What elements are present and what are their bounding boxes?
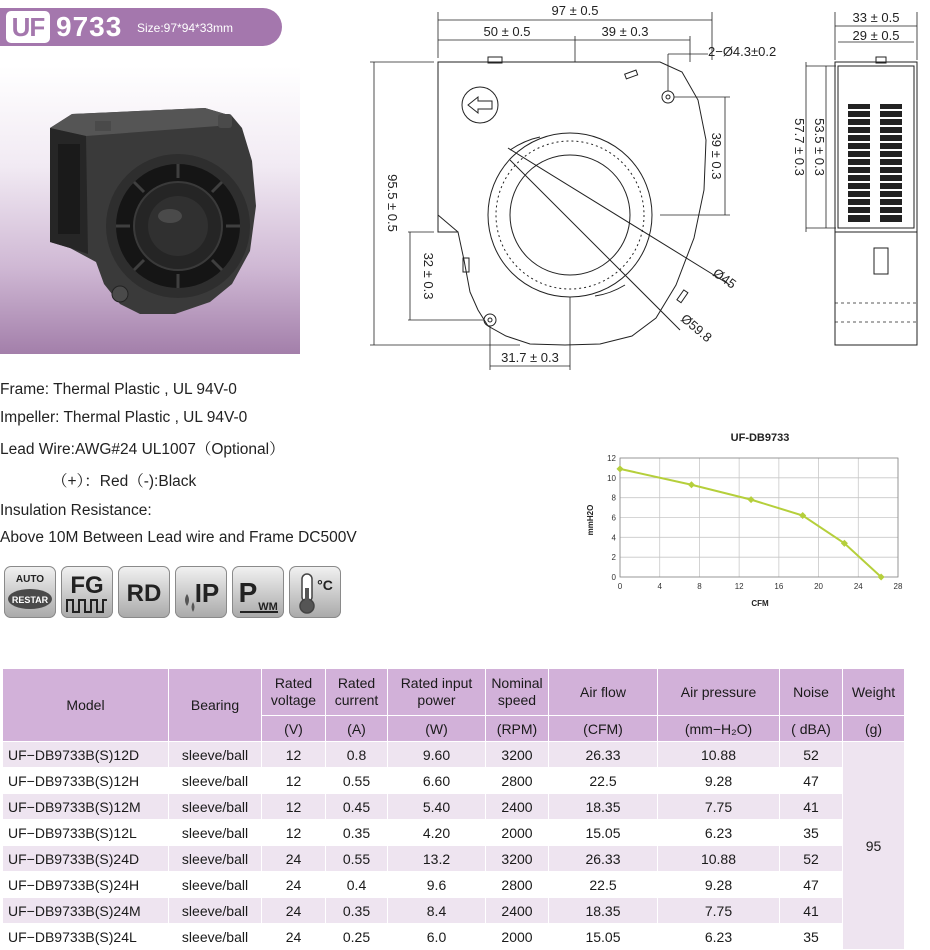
dim-side-depth-total: 33 ± 0.5 bbox=[852, 10, 900, 25]
cell-speed: 2400 bbox=[486, 794, 549, 820]
cell-noise: 35 bbox=[780, 924, 843, 950]
temperature-icon bbox=[289, 566, 341, 618]
dim-width-left: 50 ± 0.5 bbox=[483, 24, 531, 39]
dim-height-right: 39 ± 0.3 bbox=[709, 132, 724, 180]
cell-pressure: 7.75 bbox=[658, 794, 780, 820]
unit-airflow: (CFM) bbox=[549, 716, 658, 742]
cell-power: 6.0 bbox=[388, 924, 486, 950]
dim-side-height-inner: 53.5 ± 0.3 bbox=[812, 118, 827, 176]
rd-label: RD bbox=[126, 580, 162, 607]
chart-y-tick: 6 bbox=[611, 513, 616, 523]
cell-pressure: 7.75 bbox=[658, 898, 780, 924]
header-power: Rated input power bbox=[388, 669, 486, 716]
cell-power: 6.60 bbox=[388, 768, 486, 794]
chart-x-tick: 24 bbox=[853, 582, 863, 591]
auto-restart-line1: AUTO bbox=[15, 574, 45, 585]
cell-voltage: 12 bbox=[262, 768, 326, 794]
product-photo bbox=[0, 66, 300, 354]
brand-logo: UF bbox=[6, 11, 50, 43]
spec-insulation-title: Insulation Resistance: bbox=[0, 502, 152, 519]
cell-speed: 2800 bbox=[486, 872, 549, 898]
dimension-drawing bbox=[360, 0, 930, 380]
cell-airflow: 15.05 bbox=[549, 924, 658, 950]
unit-voltage: (V) bbox=[262, 716, 326, 742]
cell-bearing: sleeve/ball bbox=[169, 898, 262, 924]
cell-bearing: sleeve/ball bbox=[169, 846, 262, 872]
cell-voltage: 24 bbox=[262, 898, 326, 924]
cell-pressure: 6.23 bbox=[658, 820, 780, 846]
table-row bbox=[3, 846, 905, 872]
cell-bearing: sleeve/ball bbox=[169, 794, 262, 820]
chart-point bbox=[688, 481, 695, 488]
cell-power: 5.40 bbox=[388, 794, 486, 820]
cell-pressure: 9.28 bbox=[658, 768, 780, 794]
cell-bearing: sleeve/ball bbox=[169, 768, 262, 794]
table-row bbox=[3, 898, 905, 924]
dim-height-lower: 32 ± 0.3 bbox=[421, 252, 436, 300]
cell-speed: 2000 bbox=[486, 820, 549, 846]
size-label: Size:97*94*33mm bbox=[137, 21, 234, 35]
chart-y-tick: 8 bbox=[611, 493, 616, 503]
table-row bbox=[3, 742, 905, 768]
cell-weight: 95 bbox=[843, 742, 905, 950]
dim-outer-diameter: Ø59.8 bbox=[678, 310, 715, 346]
table-row bbox=[3, 924, 905, 950]
cell-bearing: sleeve/ball bbox=[169, 872, 262, 898]
cell-speed: 3200 bbox=[486, 742, 549, 768]
cell-noise: 41 bbox=[780, 898, 843, 924]
dim-inner-diameter: Ø45 bbox=[710, 265, 740, 292]
header-noise: Noise bbox=[780, 669, 843, 716]
fg-signal-icon bbox=[61, 566, 113, 618]
cell-model: UF−DB9733B(S)24D bbox=[3, 846, 169, 872]
auto-restart-line2: RESTAR bbox=[11, 595, 49, 605]
chart-point bbox=[616, 465, 623, 472]
chart-xlabel: CFM bbox=[751, 599, 769, 608]
cell-voltage: 12 bbox=[262, 794, 326, 820]
cell-bearing: sleeve/ball bbox=[169, 924, 262, 950]
dim-width-right: 39 ± 0.3 bbox=[601, 24, 649, 39]
cell-power: 9.6 bbox=[388, 872, 486, 898]
chart-grid bbox=[620, 458, 898, 577]
cell-airflow: 22.5 bbox=[549, 872, 658, 898]
spec-table bbox=[2, 668, 905, 950]
spec-frame: Frame: Thermal Plastic , UL 94V-0 bbox=[0, 381, 237, 398]
chart-x-tick: 8 bbox=[697, 582, 702, 591]
spec-polarity: （+）：Red（-):Black bbox=[52, 473, 197, 490]
cell-speed: 2400 bbox=[486, 898, 549, 924]
cell-airflow: 26.33 bbox=[549, 742, 658, 768]
unit-weight: (g) bbox=[843, 716, 905, 742]
cell-current: 0.55 bbox=[326, 768, 388, 794]
header-weight: Weight bbox=[843, 669, 905, 716]
temperature-label: °C bbox=[317, 577, 333, 593]
cell-airflow: 18.35 bbox=[549, 898, 658, 924]
cell-noise: 47 bbox=[780, 872, 843, 898]
cell-current: 0.55 bbox=[326, 846, 388, 872]
cell-noise: 52 bbox=[780, 846, 843, 872]
pq-chart bbox=[580, 428, 910, 613]
rd-icon bbox=[118, 566, 170, 618]
cell-current: 0.4 bbox=[326, 872, 388, 898]
cell-current: 0.8 bbox=[326, 742, 388, 768]
dim-height-total: 95.5 ± 0.5 bbox=[385, 174, 400, 232]
cell-bearing: sleeve/ball bbox=[169, 742, 262, 768]
cell-airflow: 22.5 bbox=[549, 768, 658, 794]
cell-model: UF−DB9733B(S)12D bbox=[3, 742, 169, 768]
cell-voltage: 24 bbox=[262, 846, 326, 872]
cell-noise: 47 bbox=[780, 768, 843, 794]
chart-x-tick: 28 bbox=[893, 582, 903, 591]
cell-speed: 2000 bbox=[486, 924, 549, 950]
chart-title: UF-DB9733 bbox=[730, 432, 790, 444]
cell-speed: 2800 bbox=[486, 768, 549, 794]
chart-x-tick: 12 bbox=[734, 582, 744, 591]
unit-speed: (RPM) bbox=[486, 716, 549, 742]
dim-side-height-total: 57.7 ± 0.3 bbox=[792, 118, 807, 176]
cell-current: 0.35 bbox=[326, 898, 388, 924]
chart-ylabel: mmH2O bbox=[586, 504, 595, 536]
cell-voltage: 12 bbox=[262, 820, 326, 846]
cell-airflow: 18.35 bbox=[549, 794, 658, 820]
cell-voltage: 24 bbox=[262, 872, 326, 898]
unit-power: (W) bbox=[388, 716, 486, 742]
chart-y-tick: 2 bbox=[611, 553, 616, 563]
dim-holes: 2−Ø4.3±0.2 bbox=[708, 44, 777, 59]
cell-airflow: 26.33 bbox=[549, 846, 658, 872]
chart-y-tick: 4 bbox=[611, 533, 616, 543]
cell-noise: 52 bbox=[780, 742, 843, 768]
header-bearing: Bearing bbox=[169, 669, 262, 742]
table-row bbox=[3, 820, 905, 846]
cell-bearing: sleeve/ball bbox=[169, 820, 262, 846]
cell-model: UF−DB9733B(S)12H bbox=[3, 768, 169, 794]
table-row bbox=[3, 768, 905, 794]
cell-pressure: 9.28 bbox=[658, 872, 780, 898]
series-number: 9733 bbox=[56, 11, 123, 42]
ip-rating-icon bbox=[175, 566, 227, 618]
cell-model: UF−DB9733B(S)24L bbox=[3, 924, 169, 950]
chart-y-tick: 0 bbox=[611, 573, 616, 582]
cell-model: UF−DB9733B(S)12M bbox=[3, 794, 169, 820]
chart-x-tick: 0 bbox=[617, 582, 623, 591]
table-row bbox=[3, 794, 905, 820]
chart-x-tick: 20 bbox=[814, 582, 824, 591]
cell-current: 0.25 bbox=[326, 924, 388, 950]
cell-pressure: 10.88 bbox=[658, 846, 780, 872]
cell-noise: 35 bbox=[780, 820, 843, 846]
cell-model: UF−DB9733B(S)24M bbox=[3, 898, 169, 924]
chart-x-tick: 4 bbox=[657, 582, 662, 591]
cell-airflow: 15.05 bbox=[549, 820, 658, 846]
chart-y-tick: 10 bbox=[607, 473, 616, 483]
cell-pressure: 6.23 bbox=[658, 924, 780, 950]
spec-impeller: Impeller: Thermal Plastic , UL 94V-0 bbox=[0, 409, 248, 426]
cell-model: UF−DB9733B(S)24H bbox=[3, 872, 169, 898]
dim-width-total: 97 ± 0.5 bbox=[551, 3, 599, 18]
unit-noise: ( dBA) bbox=[780, 716, 843, 742]
cell-power: 13.2 bbox=[388, 846, 486, 872]
header-pressure: Air pressure bbox=[658, 669, 780, 716]
pwm-label: P bbox=[238, 577, 258, 608]
header-voltage: Rated voltage bbox=[262, 669, 326, 716]
header-speed: Nominal speed bbox=[486, 669, 549, 716]
ip-label: IP bbox=[194, 578, 220, 608]
dim-bottom-offset: 31.7 ± 0.3 bbox=[501, 350, 559, 365]
header-airflow: Air flow bbox=[549, 669, 658, 716]
chart-points bbox=[616, 465, 884, 580]
cell-noise: 41 bbox=[780, 794, 843, 820]
chart-series-line bbox=[620, 469, 881, 577]
table-row bbox=[3, 872, 905, 898]
chart-y-tick: 12 bbox=[607, 454, 616, 463]
cell-voltage: 24 bbox=[262, 924, 326, 950]
chart-point bbox=[748, 496, 755, 503]
chart-x-tick: 16 bbox=[774, 582, 784, 591]
cell-current: 0.45 bbox=[326, 794, 388, 820]
header-current: Rated current bbox=[326, 669, 388, 716]
dim-side-depth-inner: 29 ± 0.5 bbox=[852, 28, 900, 43]
header-model: Model bbox=[3, 669, 169, 742]
pwm-sub: WM bbox=[258, 601, 278, 613]
cell-power: 9.60 bbox=[388, 742, 486, 768]
fg-label: FG bbox=[70, 572, 104, 599]
unit-pressure: (mm−H₂O) bbox=[658, 716, 780, 742]
cell-speed: 3200 bbox=[486, 846, 549, 872]
unit-current: (A) bbox=[326, 716, 388, 742]
cell-current: 0.35 bbox=[326, 820, 388, 846]
auto-restart-icon bbox=[4, 566, 56, 618]
cell-power: 4.20 bbox=[388, 820, 486, 846]
cell-pressure: 10.88 bbox=[658, 742, 780, 768]
spec-lead-wire: Lead Wire:AWG#24 UL1007（Optional） bbox=[0, 441, 285, 458]
spec-insulation-value: Above 10M Between Lead wire and Frame DC500V bbox=[0, 529, 357, 546]
cell-model: UF−DB9733B(S)12L bbox=[3, 820, 169, 846]
cell-power: 8.4 bbox=[388, 898, 486, 924]
cell-voltage: 12 bbox=[262, 742, 326, 768]
pwm-icon bbox=[232, 566, 284, 618]
